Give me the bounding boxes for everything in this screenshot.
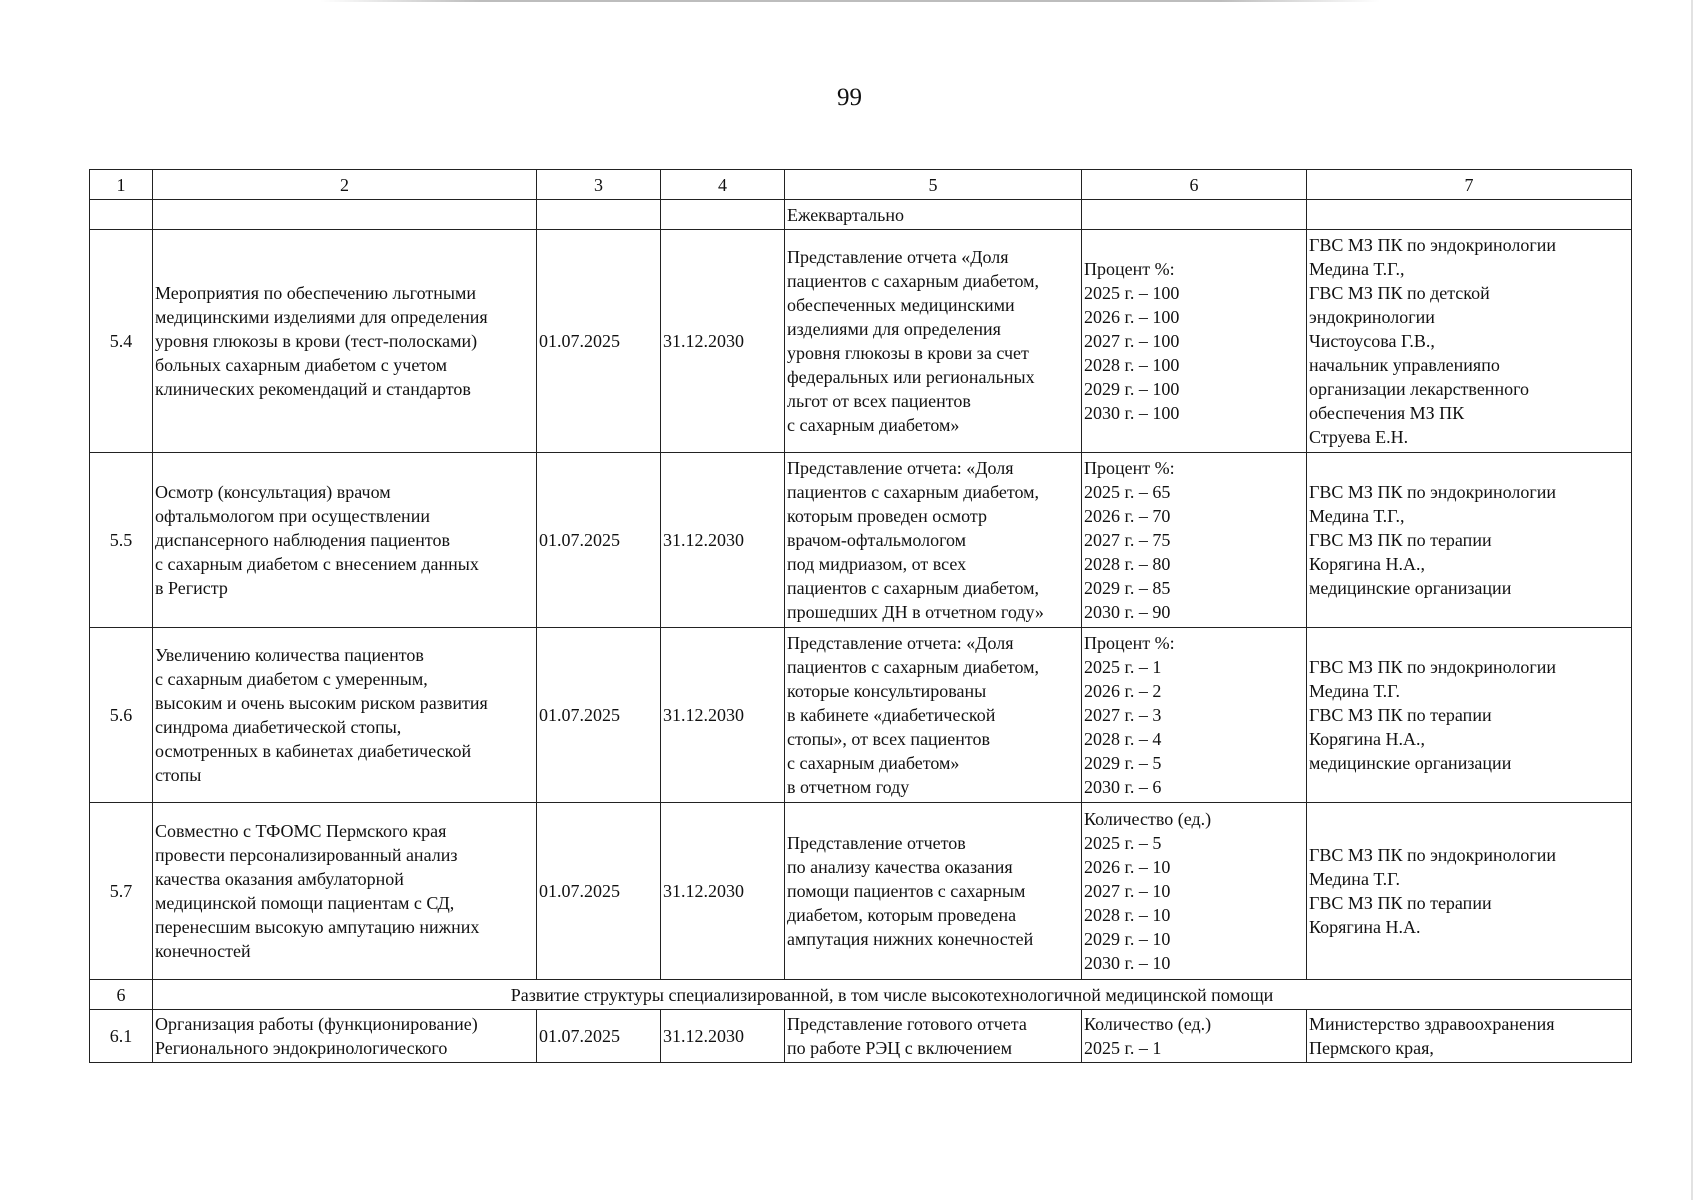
- table-row: [90, 453, 1632, 628]
- column-number: 4: [661, 170, 785, 200]
- row-number: 5.6: [90, 628, 153, 803]
- activity-cell: Увеличению количества пациентов с сахарным диабетом с умеренным, высоким и очень высоким риском развития синдрома диабетической стопы, осмотренных в кабинетах диабетической стопы: [153, 628, 537, 803]
- row-number: 5.5: [90, 453, 153, 628]
- column-number-row: [90, 170, 1632, 200]
- end-date-cell: 31.12.2030: [661, 628, 785, 803]
- start-date-cell: 01.07.2025: [537, 803, 661, 980]
- start-date-cell: 01.07.2025: [537, 628, 661, 803]
- frequency-row: [90, 200, 1632, 230]
- responsible-cell: ГВС МЗ ПК по эндокринологии Медина Т.Г. ГВС МЗ ПК по терапии Корягина Н.А., медицинские организации: [1307, 628, 1632, 803]
- frequency-cell: Ежеквартально: [785, 200, 1082, 230]
- target-values-cell: Количество (ед.) 2025 г. – 1: [1082, 1010, 1307, 1063]
- responsible-cell: ГВС МЗ ПК по эндокринологии Медина Т.Г. ГВС МЗ ПК по терапии Корягина Н.А.: [1307, 803, 1632, 980]
- end-date-cell: 31.12.2030: [661, 230, 785, 453]
- activity-cell: Мероприятия по обеспечению льготными медицинскими изделиями для определения уровня глюкозы в крови (тест-полосками) больных сахарным диабетом с учетом клинических рекомендаций и стандартов: [153, 230, 537, 453]
- activity-cell: Осмотр (консультация) врачом офтальмологом при осуществлении диспансерного наблюдения пациентов с сахарным диабетом с внесением данных в Регистр: [153, 453, 537, 628]
- indicator-cell: Представление отчета: «Доля пациентов с сахарным диабетом, которым проведен осмотр врачом-офтальмологом под мидриазом, от всех пациентов с сахарным диабетом, прошедших ДН в отчетном году»: [785, 453, 1082, 628]
- table-row: [90, 230, 1632, 453]
- target-values-cell: Процент %: 2025 г. – 65 2026 г. – 70 2027 г. – 75 2028 г. – 80 2029 г. – 85 2030 г. – 90: [1082, 453, 1307, 628]
- indicator-cell: Представление отчета «Доля пациентов с сахарным диабетом, обеспеченных медицинскими изделиями для определения уровня глюкозы в крови за счет федеральных или региональных льгот от всех пациентов с сахарным диабетом»: [785, 230, 1082, 453]
- end-date-cell: 31.12.2030: [661, 803, 785, 980]
- plan-table: [89, 169, 1632, 1063]
- page-number: 99: [837, 84, 862, 111]
- row-number: 6.1: [90, 1010, 153, 1063]
- column-number: 7: [1307, 170, 1632, 200]
- indicator-cell: Представление отчета: «Доля пациентов с сахарным диабетом, которые консультированы в кабинете «диабетической стопы», от всех пациентов с сахарным диабетом» в отчетном году: [785, 628, 1082, 803]
- section-row: [90, 980, 1632, 1010]
- end-date-cell: 31.12.2030: [661, 1010, 785, 1063]
- activity-cell: Организация работы (функционирование) Регионального эндокринологического: [153, 1010, 537, 1063]
- table-row: [90, 803, 1632, 980]
- table-row: [90, 628, 1632, 803]
- responsible-cell: Министерство здравоохранения Пермского края,: [1307, 1010, 1632, 1063]
- responsible-cell: ГВС МЗ ПК по эндокринологии Медина Т.Г., ГВС МЗ ПК по детской эндокринологии Чистоусова Г.В., начальник управленияпо организации лекарственного обеспечения МЗ ПК Струева Е.Н.: [1307, 230, 1632, 453]
- scan-edge-right: [1691, 0, 1693, 1200]
- start-date-cell: 01.07.2025: [537, 453, 661, 628]
- column-number: 6: [1082, 170, 1307, 200]
- column-number: 3: [537, 170, 661, 200]
- table-row: [90, 1010, 1632, 1063]
- responsible-cell: ГВС МЗ ПК по эндокринологии Медина Т.Г., ГВС МЗ ПК по терапии Корягина Н.А., медицинские организации: [1307, 453, 1632, 628]
- target-values-cell: Количество (ед.) 2025 г. – 5 2026 г. – 10 2027 г. – 10 2028 г. – 10 2029 г. – 10 2030 г. – 10: [1082, 803, 1307, 980]
- scan-edge-top: [320, 0, 1380, 2]
- end-date-cell: 31.12.2030: [661, 453, 785, 628]
- row-number: 5.4: [90, 230, 153, 453]
- column-number: 2: [153, 170, 537, 200]
- row-number: 5.7: [90, 803, 153, 980]
- section-number: 6: [90, 980, 153, 1010]
- indicator-cell: Представление отчетов по анализу качества оказания помощи пациентов с сахарным диабетом, которым проведена ампутация нижних конечностей: [785, 803, 1082, 980]
- indicator-cell: Представление готового отчета по работе РЭЦ с включением: [785, 1010, 1082, 1063]
- column-number: 1: [90, 170, 153, 200]
- start-date-cell: 01.07.2025: [537, 230, 661, 453]
- target-values-cell: Процент %: 2025 г. – 1 2026 г. – 2 2027 г. – 3 2028 г. – 4 2029 г. – 5 2030 г. – 6: [1082, 628, 1307, 803]
- activity-cell: Совместно с ТФОМС Пермского края провести персонализированный анализ качества оказания амбулаторной медицинской помощи пациентам с СД, перенесшим высокую ампутацию нижних конечностей: [153, 803, 537, 980]
- target-values-cell: Процент %: 2025 г. – 100 2026 г. – 100 2027 г. – 100 2028 г. – 100 2029 г. – 100 2030 г. – 100: [1082, 230, 1307, 453]
- start-date-cell: 01.07.2025: [537, 1010, 661, 1063]
- column-number: 5: [785, 170, 1082, 200]
- section-title: Развитие структуры специализированной, в том числе высокотехнологичной медицинской помощи: [153, 980, 1632, 1010]
